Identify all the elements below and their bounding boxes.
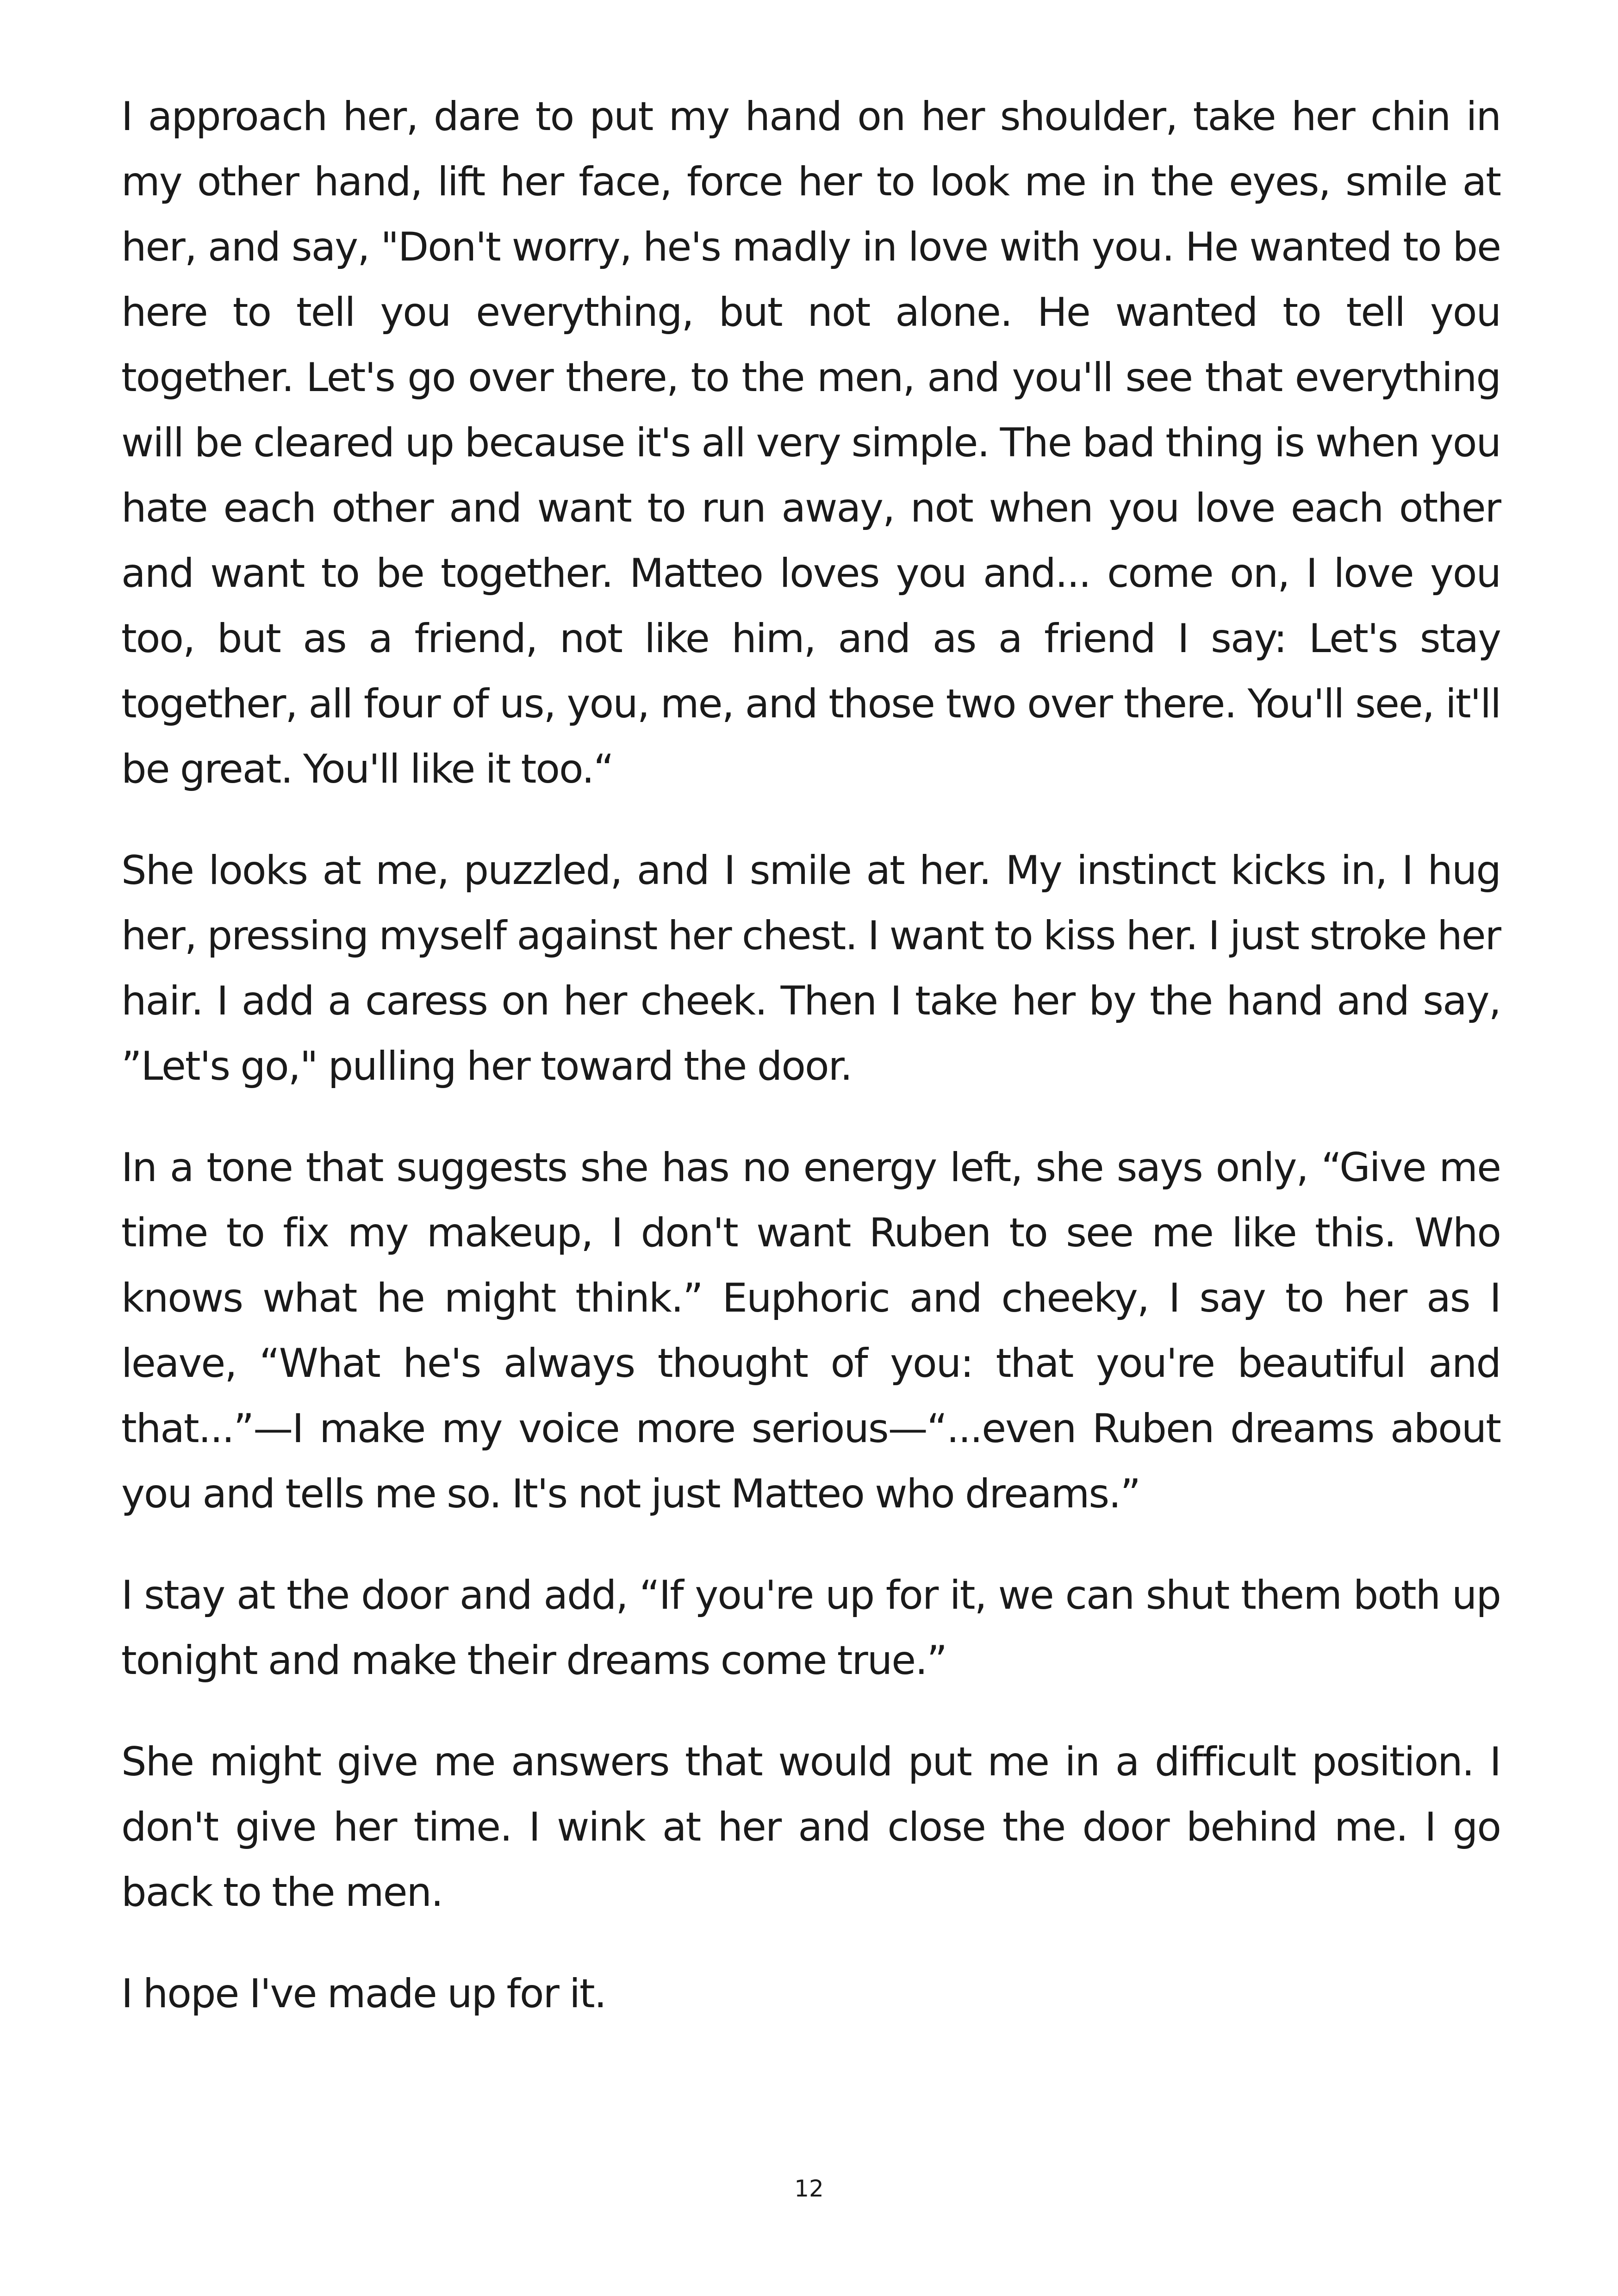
paragraph-1: I approach her, dare to put my hand on her shoulder, take her chin in my other hand, lift her face, force her to look me in the eyes, smile at her, and say, "Don't worry, he's madly in love with you. He wanted to be here to tell you everything, but not alone. He wanted to tell you together. Let's go over there, to the men, and you'll see that everything will be cleared up because it's all very simple. The bad thing is when you hate each other and want to run away, not when you love each other and want to be together. Matteo loves you and... come on, I love you too, but as a friend, not like him, and as a friend I say: Let's stay together, all four of us, you, me, and those two over there. You'll see, it'll be great. You'll like it too.“ bbox=[121, 93, 1500, 792]
page-number: 12 bbox=[794, 2175, 824, 2202]
body-text bbox=[121, 84, 1500, 2063]
paragraph-3: In a tone that suggests she has no energy left, she says only, “Give me time to fix my makeup, I don't want Ruben to see me like this. Who knows what he might think.” Euphoric and cheeky, I say to her as I leave, “What he's always thought of you: that you're beautiful and that...”—I make my voice more serious—“...even Ruben dreams about you and tells me so. It's not just Matteo who dreams.” bbox=[121, 1145, 1500, 1517]
paragraph-5: She might give me answers that would put me in a difficult position. I don't give her time. I wink at her and close the door behind me. I go back to the men. bbox=[121, 1739, 1500, 1916]
paragraph-6: I hope I've made up for it. bbox=[121, 1971, 606, 2017]
paragraph-4: I stay at the door and add, “If you're up for it, we can shut them both up tonight and make their dreams come true.” bbox=[121, 1572, 1500, 1684]
paragraph-2: She looks at me, puzzled, and I smile at her. My instinct kicks in, I hug her, pressing myself against her chest. I want to kiss her. I just stroke her hair. I add a caress on her cheek. Then I take her by the hand and say, ”Let's go," pulling her toward the door. bbox=[121, 847, 1500, 1089]
